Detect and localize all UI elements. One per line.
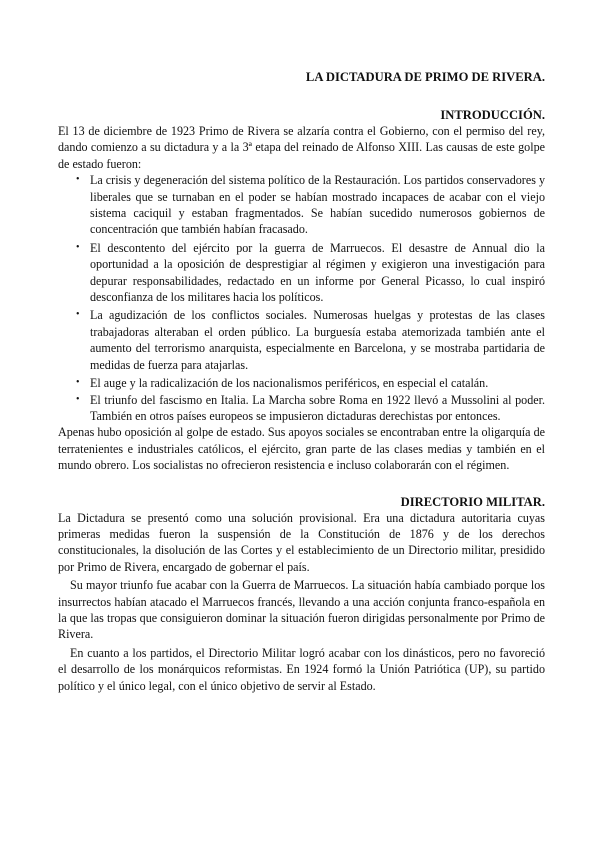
bullet-icon: • (76, 393, 80, 405)
list-item (58, 307, 545, 373)
list-item-text: El auge y la radicalización de los nacionalismos periféricos, en especial el catalán. (90, 376, 489, 391)
section-introduccion (58, 107, 545, 474)
list-item-text: La agudización de los conflictos sociales. Numerosas huelgas y protestas de las clases trabajadoras alteraban el orden público. La burguesía estaba atemorizada también ante el aumento del terrorismo anarquista, especialmente en Barcelona, y se mostraba partidaria de medidas de fuerza para atajarlas. (90, 308, 545, 372)
section-heading: DIRECTORIO MILITAR. (400, 494, 545, 509)
list-item-text: El triunfo del fascismo en Italia. La Marcha sobre Roma en 1922 llevó a Mussolini al poder. También en otros países europeos se impusieron dictaduras derechistas por entonces. (90, 392, 545, 423)
body-paragraph: Su mayor triunfo fue acabar con la Guerra de Marruecos. La situación había cambiado porque los insurrectos habían atacado el Marruecos francés, llevando a una acción conjunta franco-española en la que las tropas que consiguieron dominar la situación fueron dirigidas personalmente por Primo de Rivera. (58, 578, 545, 642)
section-directorio-militar (58, 494, 545, 694)
list-item (58, 375, 545, 391)
bullet-icon: • (76, 377, 80, 389)
list-item-text: La crisis y degeneración del sistema político de la Restauración. Los partidos conservadores y liberales que se turnaban en el poder se habían mostrado incapaces de acabar con el viejo sistema caciquil y estaban fragmentados. Se habían sucedido numerosos gobiernos de concentración que también habían fracasado. (90, 173, 545, 237)
intro-paragraph: El 13 de diciembre de 1923 Primo de Rivera se alzaría contra el Gobierno, con el permiso del rey, dando comienzo a su dictadura y a la 3ª etapa del reinado de Alfonso XIII. Las causas de este golpe de estado fueron: (58, 124, 545, 171)
document-body (58, 69, 545, 694)
bullet-icon: • (76, 241, 80, 253)
body-paragraph: La Dictadura se presentó como una solución provisional. Era una dictadura autoritaria cuyas primeras medidas fueron la suspensión de la Constitución de 1876 y de los derechos constitucionales, la disolución de las Cortes y el establecimiento de un Directorio militar, presidido por Primo de Rivera, encargado de gobernar el país. (58, 510, 545, 574)
list-item (58, 240, 545, 306)
document-title: LA DICTADURA DE PRIMO DE RIVERA. (305, 70, 545, 84)
causes-list (58, 172, 545, 424)
bullet-icon: • (76, 309, 80, 321)
section-heading: INTRODUCCIÓN. (440, 108, 545, 122)
list-item (58, 392, 545, 425)
bullet-icon: • (76, 174, 80, 186)
outro-paragraph: Apenas hubo oposición al golpe de estado. Sus apoyos sociales se encontraban entre la oligarquía de terratenientes e industriales católicos, el ejército, gran parte de las clases medias y también en el mundo obrero. Los socialistas no ofrecieron resistencia e incluso colaborarán con el régimen. (58, 425, 545, 473)
list-item-text: El descontento del ejército por la guerra de Marruecos. El desastre de Annual dio la oportunidad a la oposición de desprestigiar al régimen y exigieron una investigación para depurar responsabilidades, redactado en un informe por General Picasso, lo cual inspiró desconfianza de los militares hacia los políticos. (90, 240, 545, 305)
body-paragraph: En cuanto a los partidos, el Directorio Militar logró acabar con los dinásticos, pero no favoreció el desarrollo de los monárquicos reformistas. En 1924 formó la Unión Patriótica (UP), su partido político y el único legal, con el único objetivo de servir al Estado. (58, 645, 545, 693)
list-item (58, 172, 545, 238)
